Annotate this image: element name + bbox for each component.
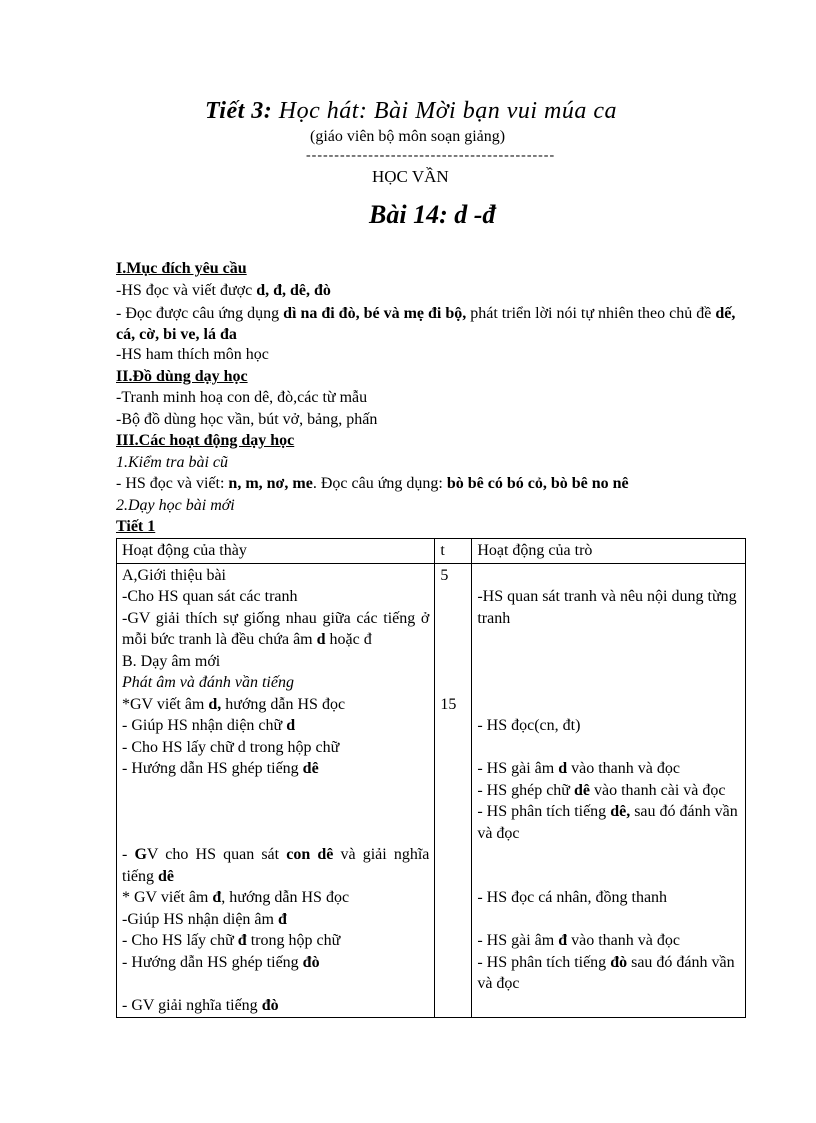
text: - xyxy=(122,846,135,863)
bold-text: dê xyxy=(302,760,319,777)
header-time: t xyxy=(435,539,472,564)
text xyxy=(477,930,740,952)
text: sau đó đánh vần và đọc xyxy=(477,803,738,842)
text: trong hộp chữ xyxy=(246,932,341,949)
text: - Giúp HS nhận diện chữ xyxy=(122,717,287,734)
spacer xyxy=(122,801,429,823)
period-label: Tiết 1 xyxy=(116,518,156,535)
table-row xyxy=(117,563,746,1018)
text: -Cho HS quan sát các tranh xyxy=(122,588,298,605)
text xyxy=(477,780,740,802)
text: - HS đọc cá nhân, đồng thanh xyxy=(477,889,668,906)
text: - HS đọc(cn, đt) xyxy=(477,717,581,734)
section2-line1: -Tranh minh hoạ con dê, đò,các từ mẫu xyxy=(116,389,368,406)
text: V cho HS quan sát xyxy=(146,846,287,863)
section1-line1 xyxy=(116,282,331,300)
bold-text: dế, cá, cờ, bi ve, lá đa xyxy=(116,305,736,343)
text: - HS đọc và viết: xyxy=(116,475,229,492)
header-teacher: Hoạt động của thày xyxy=(117,539,435,564)
text xyxy=(122,930,429,952)
text xyxy=(122,758,429,780)
text: . Đọc câu ứng dụng: xyxy=(312,475,447,492)
section1-heading: I.Mục đích yêu cầu xyxy=(116,260,247,277)
text xyxy=(122,995,429,1017)
bold-text: bò bê có bó cỏ, bò bê no nê xyxy=(446,475,629,492)
bold-text: dì na đi đò, bé và mẹ đi bộ, xyxy=(283,305,467,322)
teacher-column xyxy=(117,563,435,1018)
text: - HS phân tích tiếng xyxy=(477,803,611,820)
text: - HS ghép chữ xyxy=(477,781,574,799)
text: -Giúp HS nhận diện âm xyxy=(122,910,278,928)
text: vào thanh cài và đọc xyxy=(589,781,726,799)
text xyxy=(122,909,429,931)
lesson-title: Bài 14: d -đ xyxy=(369,200,496,229)
text xyxy=(122,952,429,974)
text: vào thanh và đọc xyxy=(567,760,680,777)
spacer xyxy=(477,737,740,759)
section1-line2 xyxy=(116,303,736,345)
spacer xyxy=(440,651,466,673)
bold-text: đ xyxy=(277,910,287,928)
text: -HS đọc và viết được xyxy=(116,282,257,299)
text: - HS gài âm xyxy=(477,932,559,949)
table-header-row xyxy=(117,539,746,564)
bold-text: G xyxy=(134,846,147,863)
subtitle: (giáo viên bộ môn soạn giảng) xyxy=(310,128,506,145)
bold-text: n, m, nơ, me xyxy=(228,475,313,492)
section1-line3: -HS ham thích môn học xyxy=(116,346,269,363)
text: - Cho HS lấy chữ d trong hộp chữ xyxy=(122,738,340,756)
spacer xyxy=(122,823,429,845)
text: vào thanh và đọc xyxy=(567,932,680,949)
text: và giải nghĩa tiếng xyxy=(122,846,430,885)
text: * GV viết âm xyxy=(122,889,213,906)
section2-line2: -Bộ đồ dùng học vần, bút vở, bảng, phấn xyxy=(116,411,378,428)
section3-sub2: 2.Dạy học bài mới xyxy=(116,497,235,514)
page-title xyxy=(205,98,617,125)
text: hoặc đ xyxy=(325,631,372,648)
text: hướng dẫn HS đọc xyxy=(221,695,346,713)
spacer xyxy=(477,565,740,587)
spacer xyxy=(440,672,466,694)
bold-text: d xyxy=(316,631,326,648)
header-student: Hoạt động của trò xyxy=(472,539,746,564)
text: - GV giải nghĩa tiếng xyxy=(122,996,262,1014)
bold-text: con dê xyxy=(286,846,334,863)
spacer xyxy=(477,629,740,651)
time-value: 15 xyxy=(440,695,457,713)
text: A,Giới thiệu bài xyxy=(122,566,226,584)
bold-text: đ xyxy=(212,889,222,906)
spacer xyxy=(477,866,740,888)
text xyxy=(122,844,429,887)
spacer xyxy=(440,629,466,651)
spacer xyxy=(122,780,429,802)
spacer xyxy=(477,651,740,673)
spacer xyxy=(477,844,740,866)
bold-text: dê, xyxy=(610,803,631,820)
text: - Hướng dẫn HS ghép tiếng xyxy=(122,760,303,777)
text xyxy=(477,952,740,995)
title-rest: Học hát: Bài Mời bạn vui múa ca xyxy=(278,98,617,124)
text: *GV viết âm xyxy=(122,695,209,713)
section2-heading: II.Đồ dùng dạy học xyxy=(116,368,248,385)
spacer xyxy=(122,973,429,995)
text: , hướng dẫn HS đọc xyxy=(221,889,350,906)
text: - Cho HS lấy chữ xyxy=(122,932,238,949)
section3-heading: III.Các hoạt động dạy học xyxy=(116,432,295,449)
text xyxy=(122,715,429,737)
spacer xyxy=(440,608,466,630)
text: - Đọc được câu ứng dụng xyxy=(116,305,284,322)
text xyxy=(122,887,429,909)
text: - HS phân tích tiếng xyxy=(477,953,611,971)
text xyxy=(477,801,740,844)
activity-table xyxy=(116,538,746,1018)
spacer xyxy=(440,586,466,608)
bold-text: d, đ, dê, đò xyxy=(256,282,331,299)
bold-text: đò xyxy=(610,953,628,971)
time-column xyxy=(435,563,472,1018)
text: -GV giải thích sự giống nhau giữa các tiếng ở mỗi bức tranh là đều chứa âm xyxy=(122,609,430,648)
text xyxy=(122,608,429,651)
separator: -------------------------------------------- xyxy=(306,148,556,163)
text: - HS gài âm xyxy=(477,760,559,777)
spacer xyxy=(477,672,740,694)
time-value: 5 xyxy=(440,566,449,584)
text: -HS quan sát tranh và nêu nội dung từng tranh xyxy=(477,588,737,627)
bold-text: đò xyxy=(302,953,320,971)
bold-text: dê xyxy=(158,867,174,885)
text: B. Dạy âm mới xyxy=(122,652,221,670)
student-column xyxy=(472,563,746,1018)
text: sau đó đánh vần và đọc xyxy=(477,953,735,992)
subject-heading: HỌC VẦN xyxy=(372,167,449,186)
text xyxy=(122,694,429,716)
bold-text: d, xyxy=(208,695,222,713)
spacer xyxy=(477,909,740,931)
bold-text: d xyxy=(558,760,568,777)
bold-text: đò xyxy=(261,996,279,1014)
bold-text: đ xyxy=(558,932,568,949)
bold-text: d xyxy=(286,717,296,734)
section3-line1 xyxy=(116,475,629,493)
title-prefix: Tiết 3: xyxy=(205,98,273,124)
text: - Hướng dẫn HS ghép tiếng xyxy=(122,953,303,971)
spacer xyxy=(477,694,740,716)
section3-sub1: 1.Kiểm tra bài cũ xyxy=(116,454,228,471)
bold-text: dê xyxy=(573,781,590,799)
text: phát triển lời nói tự nhiên theo chủ đề xyxy=(466,305,716,322)
text xyxy=(477,758,740,780)
bold-text: đ xyxy=(237,932,247,949)
text: Phát âm và đánh vần tiếng xyxy=(122,674,294,691)
